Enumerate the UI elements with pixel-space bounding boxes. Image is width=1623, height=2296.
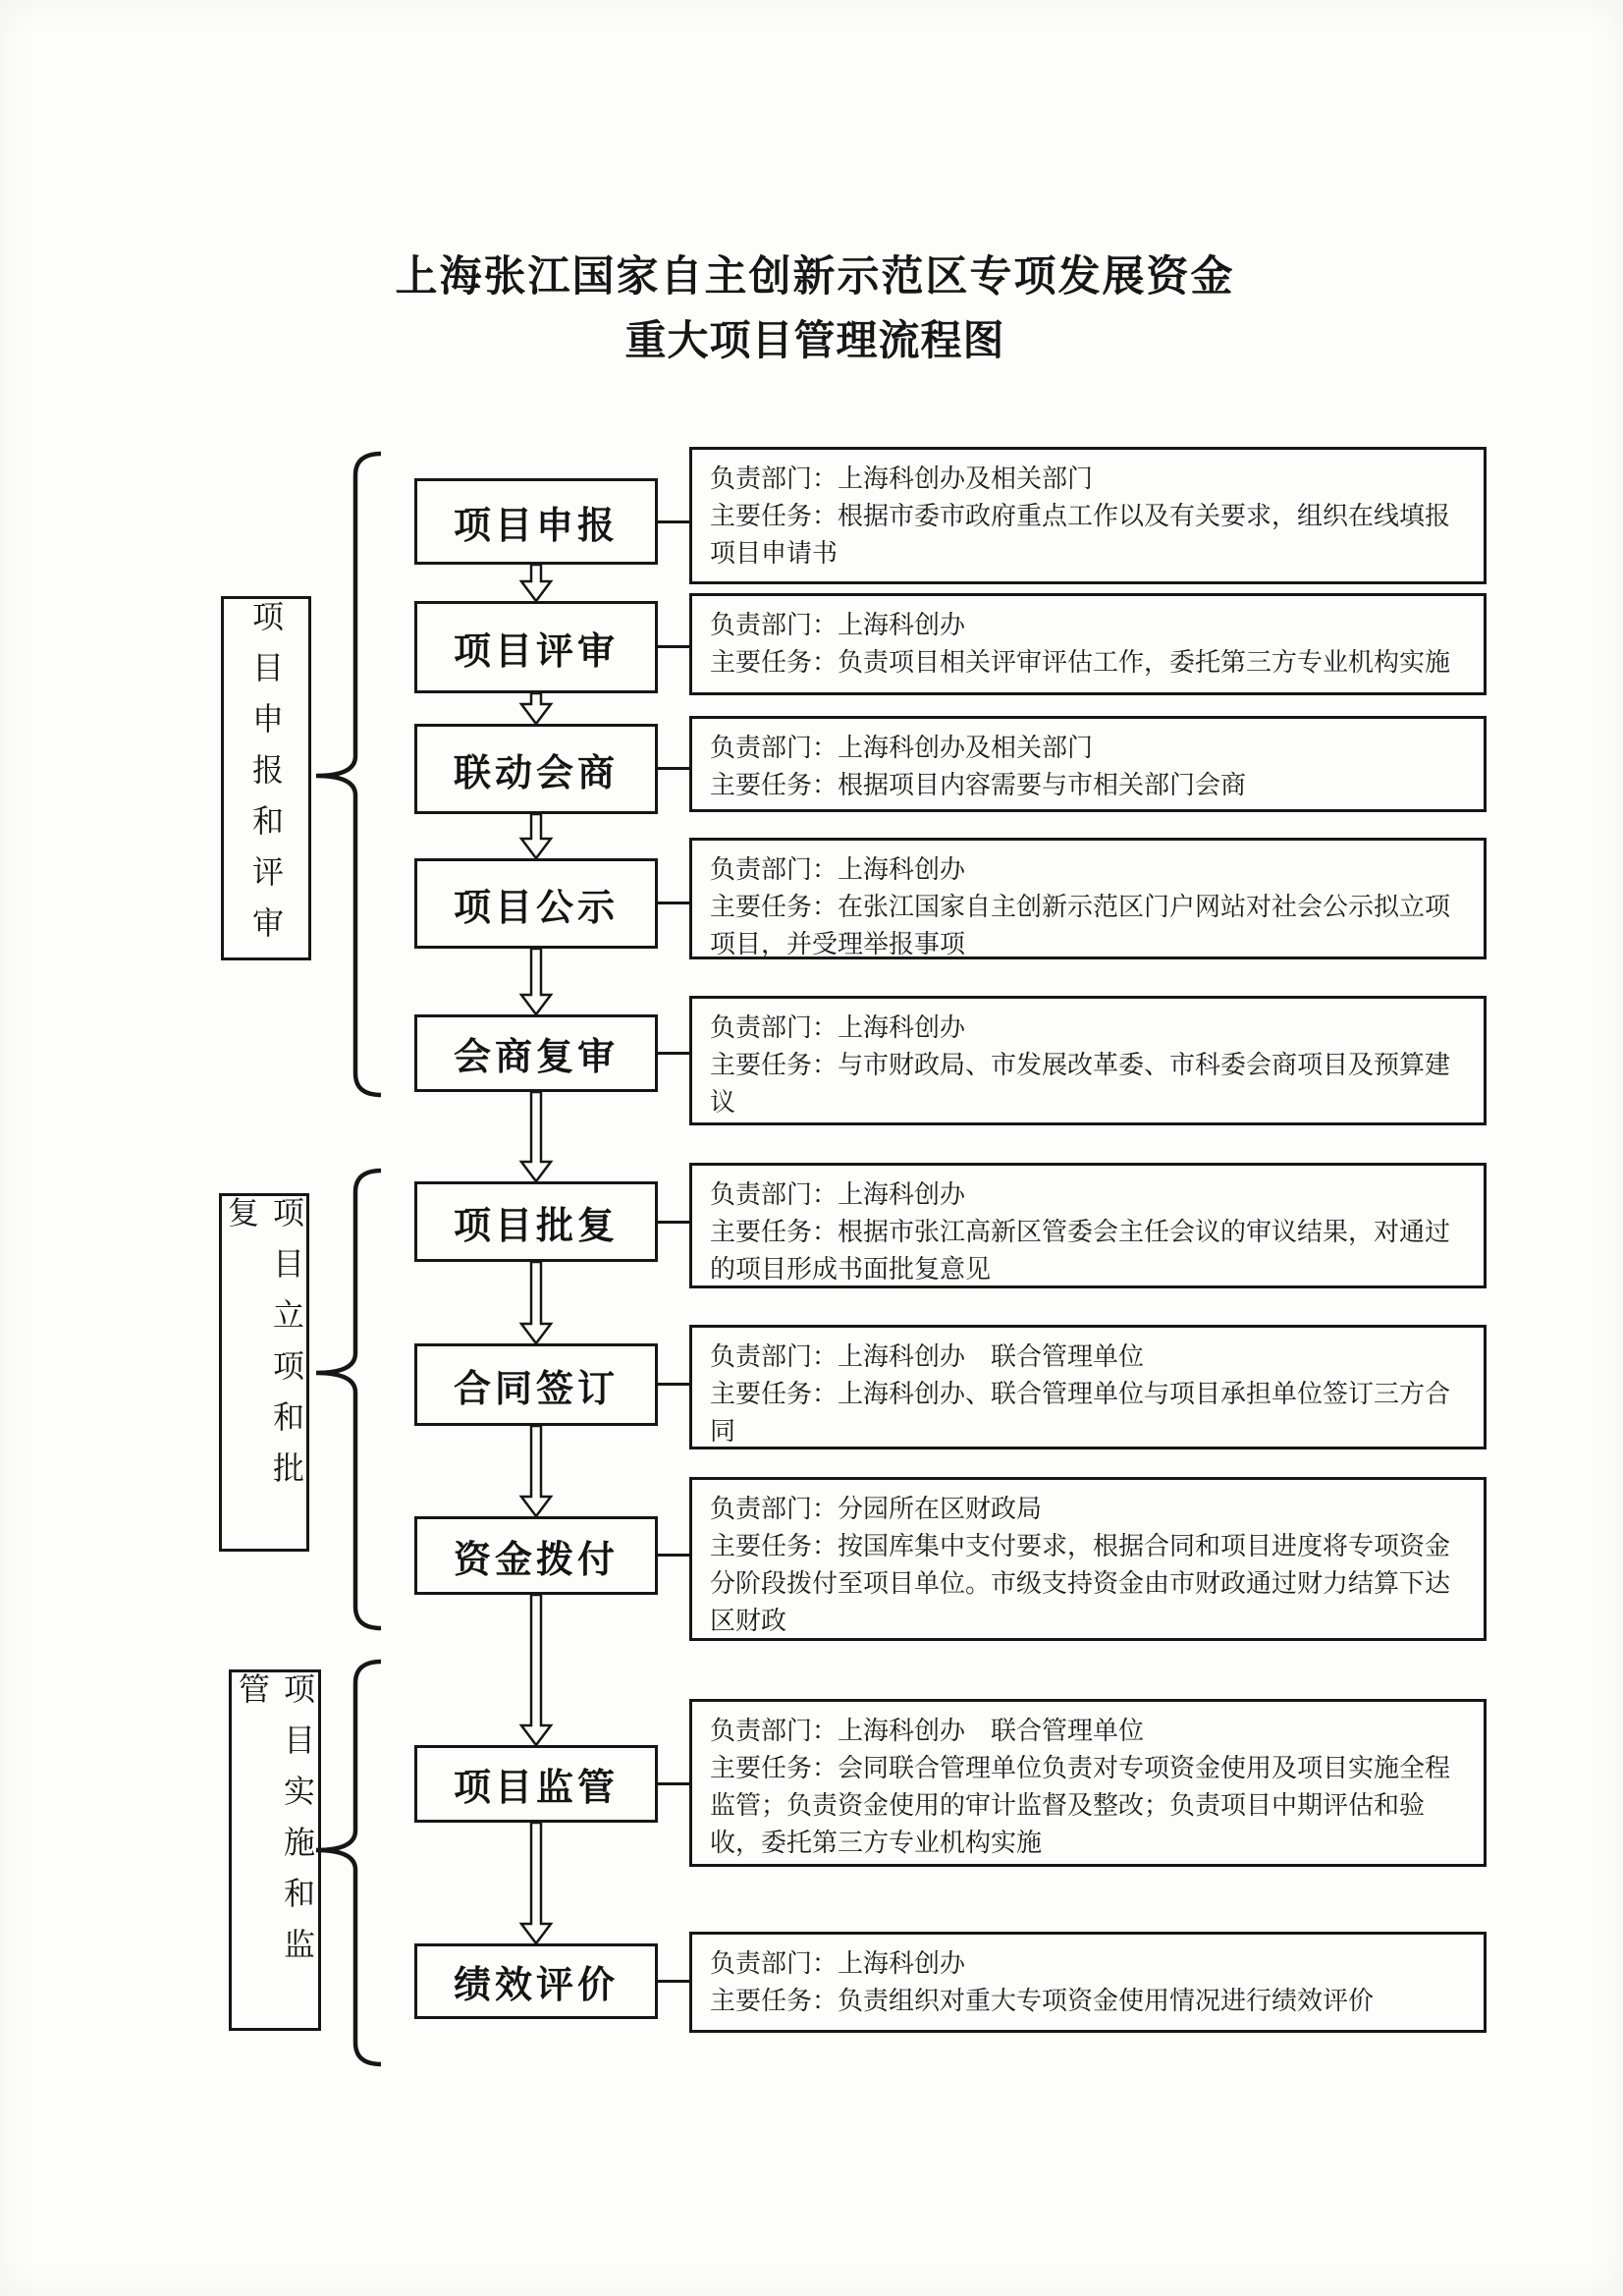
dept-label: 负责部门： xyxy=(710,1949,839,1978)
group-label-implementation-supervision: 项目实施和监管 xyxy=(229,1669,321,2031)
connector-line-9 xyxy=(658,1782,689,1785)
connector-line-4 xyxy=(658,902,689,904)
task-line xyxy=(710,1214,1456,1288)
task-line xyxy=(710,1047,1456,1121)
dept-label: 负责部门： xyxy=(710,1342,839,1371)
task-label: 主要任务： xyxy=(710,648,839,677)
step-label: 项目公示 xyxy=(453,887,619,929)
dept-label: 负责部门： xyxy=(710,1013,839,1042)
down-arrow-6 xyxy=(518,1262,554,1343)
dept-line xyxy=(710,730,1456,767)
dept-label: 负责部门： xyxy=(710,1495,839,1523)
connector-line-2 xyxy=(658,645,689,648)
task-value: 负责组织对重大专项资金使用情况进行绩效评价 xyxy=(838,1987,1375,2015)
task-value: 负责项目相关评审评估工作，委托第三方专业机构实施 xyxy=(838,648,1451,677)
task-value: 根据项目内容需要与市相关部门会商 xyxy=(838,771,1247,799)
step-label: 项目申报 xyxy=(453,505,619,547)
dept-value: 上海科创办及相关部门 xyxy=(838,465,1094,493)
step-box-contract-signing xyxy=(414,1343,658,1426)
down-arrow-2 xyxy=(518,693,554,724)
down-arrow-8 xyxy=(518,1595,554,1745)
task-line xyxy=(710,1983,1456,2020)
step-box-project-supervision xyxy=(414,1745,658,1823)
step-label: 项目监管 xyxy=(453,1768,619,1809)
task-label: 主要任务： xyxy=(710,771,839,799)
step-label: 绩效评价 xyxy=(453,1965,619,2006)
step-box-performance-evaluation xyxy=(414,1943,658,2019)
dept-line xyxy=(710,607,1456,644)
connector-line-3 xyxy=(658,767,689,770)
dept-line xyxy=(710,1339,1456,1376)
dept-label: 负责部门： xyxy=(710,611,839,639)
task-line xyxy=(710,1528,1456,1640)
dept-line xyxy=(710,461,1456,498)
task-line xyxy=(710,644,1456,682)
task-label: 主要任务： xyxy=(710,893,839,921)
task-label: 主要任务： xyxy=(710,1532,839,1560)
task-value: 会同联合管理单位负责对专项资金使用及项目实施全程监管；负责资金使用的审计监督及整改；负责项目中期评估和验收，委托第三方专业机构实施 xyxy=(710,1754,1451,1857)
step-box-fund-allocation xyxy=(414,1516,658,1595)
dept-value: 分园所在区财政局 xyxy=(838,1495,1043,1523)
dept-value: 上海科创办 联合管理单位 xyxy=(838,1717,1145,1745)
desc-box-consultation-recheck xyxy=(689,996,1487,1125)
step-label: 会商复审 xyxy=(453,1037,619,1078)
task-label: 主要任务： xyxy=(710,1218,839,1246)
task-label: 主要任务： xyxy=(710,1754,839,1782)
task-value: 上海科创办、联合管理单位与项目承担单位签订三方合同 xyxy=(710,1380,1451,1446)
dept-label: 负责部门： xyxy=(710,855,839,884)
step-box-joint-consultation xyxy=(414,724,658,814)
down-arrow-4 xyxy=(518,949,554,1014)
desc-box-project-approval xyxy=(689,1163,1487,1288)
down-arrow-3 xyxy=(518,814,554,858)
step-label: 项目评审 xyxy=(453,630,619,673)
down-arrow-1 xyxy=(518,565,554,601)
task-label: 主要任务： xyxy=(710,1051,839,1079)
task-value: 与市财政局、市发展改革委、市科委会商项目及预算建议 xyxy=(710,1051,1451,1117)
connector-line-6 xyxy=(658,1221,689,1224)
connector-line-10 xyxy=(658,1980,689,1983)
group-brace-1 xyxy=(304,444,393,1105)
page-title-line2: 重大项目管理流程图 xyxy=(624,319,1005,364)
group-label-establishment-approval: 项目立项和批复 xyxy=(219,1193,309,1552)
dept-value: 上海科创办 xyxy=(838,855,966,884)
dept-line xyxy=(710,1491,1456,1528)
step-box-consultation-recheck xyxy=(414,1014,658,1092)
step-box-project-review xyxy=(414,601,658,693)
dept-value: 上海科创办 xyxy=(838,611,966,639)
dept-value: 上海科创办 联合管理单位 xyxy=(838,1342,1145,1371)
dept-value: 上海科创办 xyxy=(838,1013,966,1042)
desc-box-project-declaration xyxy=(689,447,1487,584)
dept-label: 负责部门： xyxy=(710,734,839,762)
group-brace-3 xyxy=(304,1652,393,2074)
task-line xyxy=(710,767,1456,804)
task-line xyxy=(710,1376,1456,1450)
connector-line-8 xyxy=(658,1554,689,1557)
task-line xyxy=(710,498,1456,573)
group-brace-2 xyxy=(304,1161,393,1638)
task-line xyxy=(710,1750,1456,1862)
down-arrow-9 xyxy=(518,1823,554,1943)
dept-label: 负责部门： xyxy=(710,465,839,493)
down-arrow-7 xyxy=(518,1426,554,1516)
connector-line-5 xyxy=(658,1052,689,1055)
step-box-project-declaration xyxy=(414,478,658,565)
connector-line-1 xyxy=(658,520,689,523)
step-box-project-approval xyxy=(414,1181,658,1262)
dept-line xyxy=(710,1176,1456,1214)
step-label: 资金拨付 xyxy=(453,1539,619,1581)
step-box-project-publicity xyxy=(414,858,658,949)
dept-value: 上海科创办 xyxy=(838,1180,966,1209)
desc-box-project-supervision xyxy=(689,1699,1487,1867)
dept-line xyxy=(710,851,1456,889)
desc-box-project-publicity xyxy=(689,838,1487,959)
dept-value: 上海科创办及相关部门 xyxy=(838,734,1094,762)
dept-label: 负责部门： xyxy=(710,1717,839,1745)
connector-line-7 xyxy=(658,1383,689,1386)
task-value: 在张江国家自主创新示范区门户网站对社会公示拟立项项目，并受理举报事项 xyxy=(710,893,1451,958)
task-label: 主要任务： xyxy=(710,1380,839,1408)
dept-value: 上海科创办 xyxy=(838,1949,966,1978)
dept-label: 负责部门： xyxy=(710,1180,839,1209)
step-label: 项目批复 xyxy=(453,1205,619,1247)
dept-line xyxy=(710,1010,1456,1047)
page-title-line1: 上海张江国家自主创新示范区专项发展资金 xyxy=(395,254,1235,301)
desc-box-performance-evaluation xyxy=(689,1932,1487,2033)
task-label: 主要任务： xyxy=(710,1987,839,2015)
task-value: 按国库集中支付要求，根据合同和项目进度将专项资金分阶段拨付至项目单位。市级支持资金由市财政通过财力结算下达区财政 xyxy=(710,1532,1451,1635)
task-value: 根据市张江高新区管委会主任会议的审议结果，对通过的项目形成书面批复意见 xyxy=(710,1218,1451,1284)
desc-box-project-review xyxy=(689,593,1487,695)
desc-box-contract-signing xyxy=(689,1325,1487,1449)
task-value: 根据市委市政府重点工作以及有关要求，组织在线填报项目申请书 xyxy=(710,502,1451,568)
group-label-declaration-review: 项目申报和评审 xyxy=(221,596,311,960)
task-label: 主要任务： xyxy=(710,502,839,530)
step-label: 合同签订 xyxy=(453,1368,619,1410)
step-label: 联动会商 xyxy=(453,752,619,794)
down-arrow-5 xyxy=(518,1092,554,1181)
task-line xyxy=(710,889,1456,963)
desc-box-fund-allocation xyxy=(689,1477,1487,1641)
dept-line xyxy=(710,1713,1456,1750)
dept-line xyxy=(710,1945,1456,1983)
desc-box-joint-consultation xyxy=(689,716,1487,812)
